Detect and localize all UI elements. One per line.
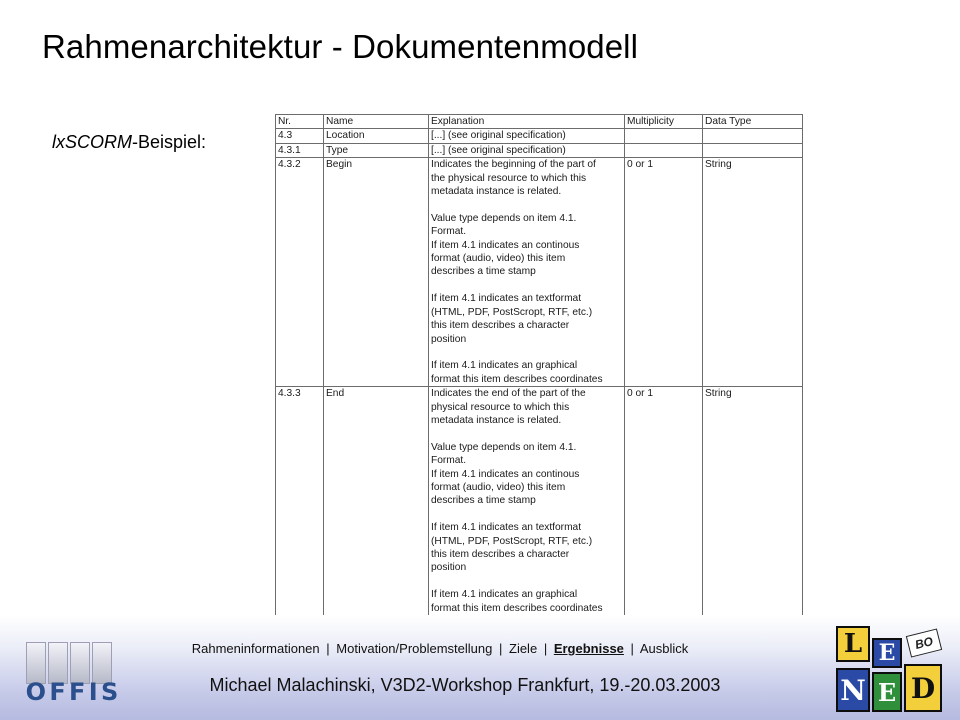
table-row — [276, 129, 803, 143]
lened-block-e-bottom: E — [872, 672, 902, 712]
nav-item-motivation[interactable]: Motivation/Problemstellung — [336, 641, 493, 656]
cell-multiplicity — [625, 143, 703, 157]
nav-item-ergebnisse[interactable]: Ergebnisse — [553, 641, 624, 656]
slide-title: Rahmenarchitektur - Dokumentenmodell — [42, 28, 639, 65]
footer-credit: Michael Malachinski, V3D2-Workshop Frankfurt, 19.-20.03.2003 — [209, 675, 721, 695]
cell-explanation: Indicates the beginning of the part of the physical resource to which this metadata instance is related. Value type depends on item 4.1. Format. If item 4.1 indicates an continous format (audio, video) this item describes a time stamp If item 4.1 indicates an textformat (HTML, PDF, PostScropt, RTF, etc.) this item describes a character position If item 4.1 indicates an graphical format this item describes coordinates — [429, 158, 625, 387]
cell-multiplicity — [625, 129, 703, 143]
cell-data-type — [703, 129, 803, 143]
offis-letter: S — [100, 678, 119, 706]
nav-separator: | — [543, 641, 548, 656]
example-label-suffix: -Beispiel: — [132, 132, 207, 152]
nav-separator: | — [498, 641, 503, 656]
cell-explanation: [...] (see original specification) — [429, 143, 625, 157]
lened-block-n: N — [836, 668, 870, 712]
header-data-type: Data Type — [703, 115, 803, 129]
cell-data-type: String — [703, 387, 803, 616]
offis-letter: I — [88, 678, 98, 706]
table-header-row — [276, 115, 803, 129]
footer-band — [0, 615, 960, 720]
cell-explanation: [...] (see original specification) — [429, 129, 625, 143]
table-row — [276, 143, 803, 157]
nav-item-ziele[interactable]: Ziele — [509, 641, 538, 656]
example-label-name: lxSCORM — [52, 132, 132, 152]
lened-block-e-top: E — [872, 638, 902, 668]
header-multiplicity: Multiplicity — [625, 115, 703, 129]
table-row — [276, 387, 803, 616]
section-nav — [0, 641, 880, 656]
spec-table — [275, 114, 803, 616]
nav-separator: | — [630, 641, 634, 656]
cell-nr: 4.3.2 — [276, 158, 324, 387]
cell-multiplicity: 0 or 1 — [625, 158, 703, 387]
cell-name: Type — [324, 143, 429, 157]
lened-block-d: D — [904, 664, 942, 712]
cell-name: End — [324, 387, 429, 616]
offis-letter: F — [49, 678, 66, 706]
cell-nr: 4.3.1 — [276, 143, 324, 157]
cell-data-type: String — [703, 158, 803, 387]
lened-block-l: L — [836, 626, 870, 662]
header-explanation: Explanation — [429, 115, 625, 129]
lened-logo — [834, 624, 946, 716]
cell-nr: 4.3.3 — [276, 387, 324, 616]
offis-letter: F — [69, 678, 86, 706]
header-nr: Nr. — [276, 115, 324, 129]
table-row — [276, 158, 803, 387]
lened-badge: BO — [906, 628, 942, 657]
example-label — [52, 132, 206, 153]
nav-item-ausblick[interactable]: Ausblick — [639, 641, 689, 656]
cell-name: Location — [324, 129, 429, 143]
nav-item-rahmeninformationen[interactable]: Rahmeninformationen — [191, 641, 320, 656]
nav-separator: | — [326, 641, 330, 656]
header-name: Name — [324, 115, 429, 129]
offis-letter: O — [25, 678, 47, 706]
cell-name: Begin — [324, 158, 429, 387]
cell-nr: 4.3 — [276, 129, 324, 143]
cell-multiplicity: 0 or 1 — [625, 387, 703, 616]
cell-data-type — [703, 143, 803, 157]
cell-explanation: Indicates the end of the part of the physical resource to which this metadata instance is related. Value type depends on item 4.1. Format. If item 4.1 indicates an continous format (audio, video) this item describes a time stamp If item 4.1 indicates an textformat (HTML, PDF, PostScropt, RTF, etc.) this item describes a character position If item 4.1 indicates an graphical format this item describes coordinates — [429, 387, 625, 616]
